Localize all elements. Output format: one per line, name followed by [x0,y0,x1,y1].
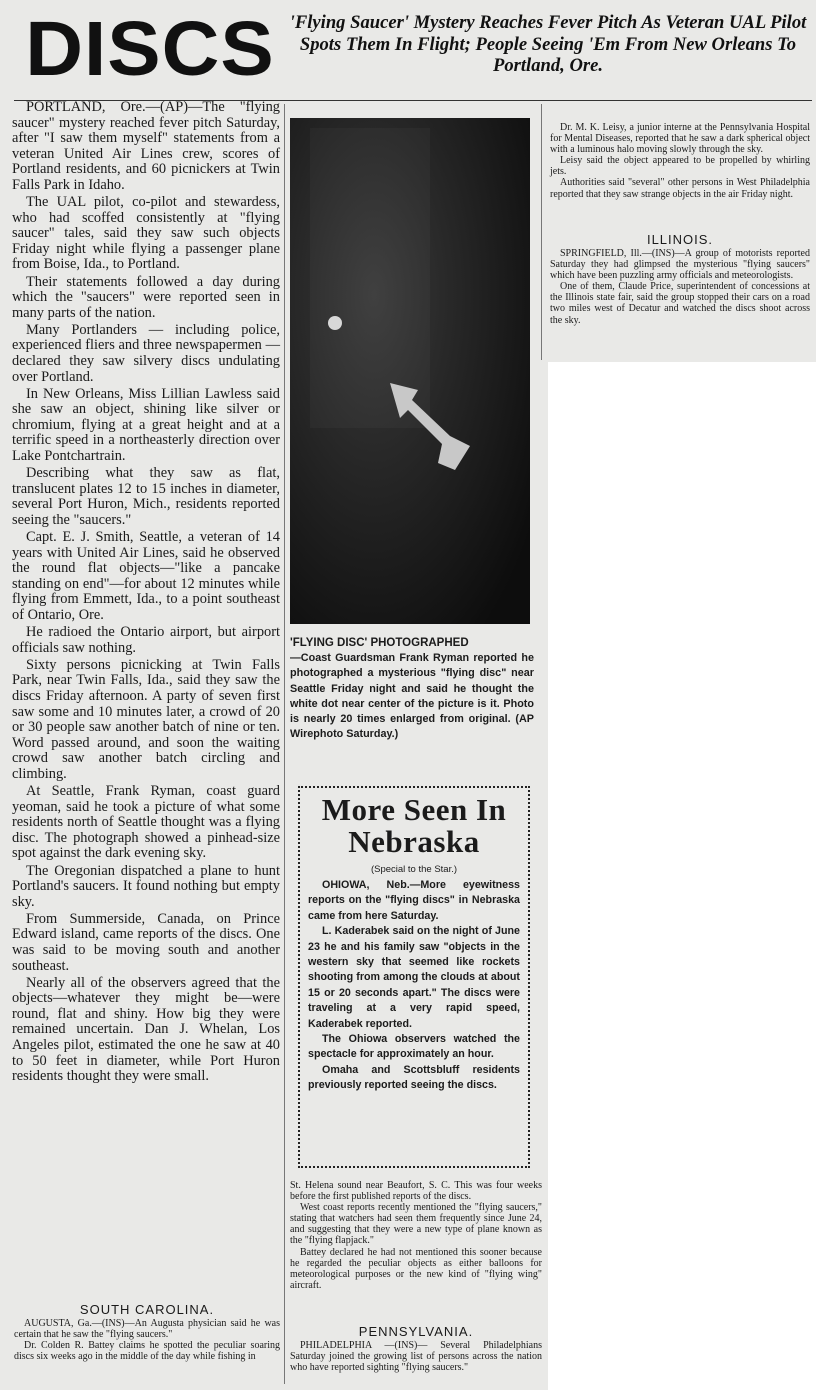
nebraska-body [308,878,520,1094]
story-paragraph: Nearly all of the observers agreed that the objects—whatever they might be—were round, flat and shiny. How big they were remained uncertain. Dan J. Whelan, Los Angeles pilot, estimated the one he saw at 40 to 50 feet in diameter, while Port Huron residents thought they were small. [12,974,280,1085]
section-paragraph: SPRINGFIELD, Ill.—(INS)—A group of motorists reported Saturday they had glimpsed the mysterious "flying saucers" which have been puzzling army officials and meteorologists. [550,248,810,282]
section-paragraph: West coast reports recently mentioned the "flying saucers," stating that watchers had seen them frequently since June 24, and suggesting that they were a new type of plane known as the "flying flapjack." [290,1202,542,1247]
nebraska-special: (Special to the Star.) [370,864,458,875]
battey-continuation [290,1180,542,1291]
box-paragraph: OHIOWA, Neb.—More eyewitness reports on the "flying discs" in Nebraska came from here Saturday. [308,879,520,922]
section-paragraph: AUGUSTA, Ga.—(INS)—An Augusta physician said he was certain that he saw the "flying saucers." [14,1318,280,1341]
caption-text: —Coast Guardsman Frank Ryman reported he photographed a mysterious "flying disc" near Seattle Friday night and said he thought the white dot near center of the picture is it. Photo is nearly 20 times enlarged from original. (AP Wirephoto Saturday.) [290,652,534,741]
pennsylvania-section [290,1324,542,1373]
section-paragraph: PHILADELPHIA —(INS)— Several Philadelphians Saturday joined the growing list of persons across the nation who have reported sighting "flying saucers." [290,1340,542,1374]
illinois-section [550,232,810,326]
column-3-top [550,122,810,200]
headline: DISCS [25,5,275,92]
box-paragraph: Omaha and Scottsbluff residents previously reported seeing the discs. [308,1063,520,1092]
white-dot [328,316,342,330]
section-paragraph: Leisy said the object appeared to be propelled by whirling jets. [550,155,810,178]
deck-headline: 'Flying Saucer' Mystery Reaches Fever Pitch As Veteran UAL Pilot Spots Them In Flight; People Seeing 'Em From New Orleans To Portland, Ore. [289,12,807,76]
story-paragraph: Sixty persons picnicking at Twin Falls Park, near Twin Falls, Ida., said they saw the discs Friday afternoon. A party of seven first saw some and 10 minutes later, a crowd of 20 or 30 people saw another batch of nine or ten. Word passed around, and soon the waiting crowd saw another batch circling and climbing. [12,656,280,782]
section-paragraph: Dr. M. K. Leisy, a junior interne at the Pennsylvania Hospital for Mental Diseases, reported that he saw a dark spherical object with a luminous halo moving slowly through the sky. [550,122,810,156]
box-paragraph: The Ohiowa observers watched the spectacle for approximately an hour. [308,1033,520,1061]
pennsylvania-body [290,1340,542,1373]
story-paragraph: The Oregonian dispatched a plane to hunt Portland's saucers. It found nothing but empty sky. [12,862,280,910]
flying-disc-photo [290,118,530,624]
south-carolina-section [14,1302,280,1362]
photo-caption [290,636,534,742]
section-heading-pennsylvania: PENNSYLVANIA. [358,1324,474,1339]
story-paragraph: Describing what they saw as flat, translucent plates 12 to 15 inches in diameter, several Port Huron, Mich., residents reported seeing the "saucers." [12,465,280,528]
story-paragraph: Their statements followed a day during which the "saucers" were reported seen in many parts of the nation. [12,273,280,321]
story-paragraph: At Seattle, Frank Ryman, coast guard yeoman, said he took a picture of what some residents north of Seattle thought was a flying disc. The photograph showed a pinhead-size spot against the dark evening sky. [12,783,280,862]
main-story [12,100,280,1086]
section-heading-south-carolina: SOUTH CAROLINA. [79,1302,215,1317]
story-paragraph: From Summerside, Canada, on Prince Edward island, came reports of the discs. One was said to be moving south and another southeast. [12,910,280,974]
nebraska-box [298,786,530,1168]
section-paragraph: Battey declared he had not mentioned this sooner because he regarded the peculiar objects as either balloons for meteorological purposes or the new kind of "flying wing" aircraft. [290,1246,542,1291]
section-paragraph: Dr. Colden R. Battey claims he spotted the peculiar soaring discs six weeks ago in the middle of the day while fishing in [14,1340,280,1363]
story-paragraph: In New Orleans, Miss Lillian Lawless said she saw an object, shining like silver or chromium, flying at a great height and at a terrific speed in a northeasterly direction over Lake Pontchartrain. [12,385,280,465]
illinois-body [550,248,810,326]
section-paragraph: One of them, Claude Price, superintendent of concessions at the Illinois state fair, said the group stopped their cars on a road two miles west of Decatur and watched the discs shoot across the sky. [550,281,810,326]
story-paragraph: Capt. E. J. Smith, Seattle, a veteran of 14 years with United Air Lines, said he observed the round flat objects—"like a pancake standing on end"—for about 12 minutes while flying from Emmett, Ida., to a point southeast of Ontario, Ore. [12,529,280,623]
box-paragraph: L. Kaderabek said on the night of June 23 he and his family saw "objects in the western sky that seemed like rockets shooting from among the clouds at about 15 or 20 seconds apart." The discs were traveling at a very rapid speed, Kaderabek reported. [308,925,520,1030]
section-heading-illinois: ILLINOIS. [646,232,714,247]
story-paragraph: The UAL pilot, co-pilot and stewardess, who had scoffed consistently at "flying saucer" tales, said they saw such objects Friday night while flying a passenger plane from Boise, Ida., to Portland. [12,194,280,273]
caption-title: 'FLYING DISC' PHOTOGRAPHED [290,637,469,649]
section-paragraph: St. Helena sound near Beaufort, S. C. This was four weeks before the first published reports of the discs. [290,1180,542,1203]
column-rule-2 [541,104,542,360]
story-paragraph: Many Portlanders — including police, experienced fliers and three newspapermen — declared they saw silvery discs undulating over Portland. [12,321,280,385]
section-paragraph: Authorities said "several" other persons in West Philadelphia reported that they saw strange objects in the air Friday night. [550,177,810,200]
south-carolina-body [14,1318,280,1362]
nebraska-heading: More Seen In Nebraska [321,792,507,859]
story-paragraph: He radioed the Ontario airport, but airport officials saw nothing. [12,624,280,656]
column-rule-1 [284,104,285,1384]
story-paragraph: PORTLAND, Ore.—(AP)—The "flying saucer" mystery reached fever pitch Saturday, after "I saw them myself" statements from a veteran United Air Lines crew, scores of Portland residents, and 60 picnickers at Twin Falls Park in Idaho. [12,99,280,193]
photo-image [290,118,530,624]
